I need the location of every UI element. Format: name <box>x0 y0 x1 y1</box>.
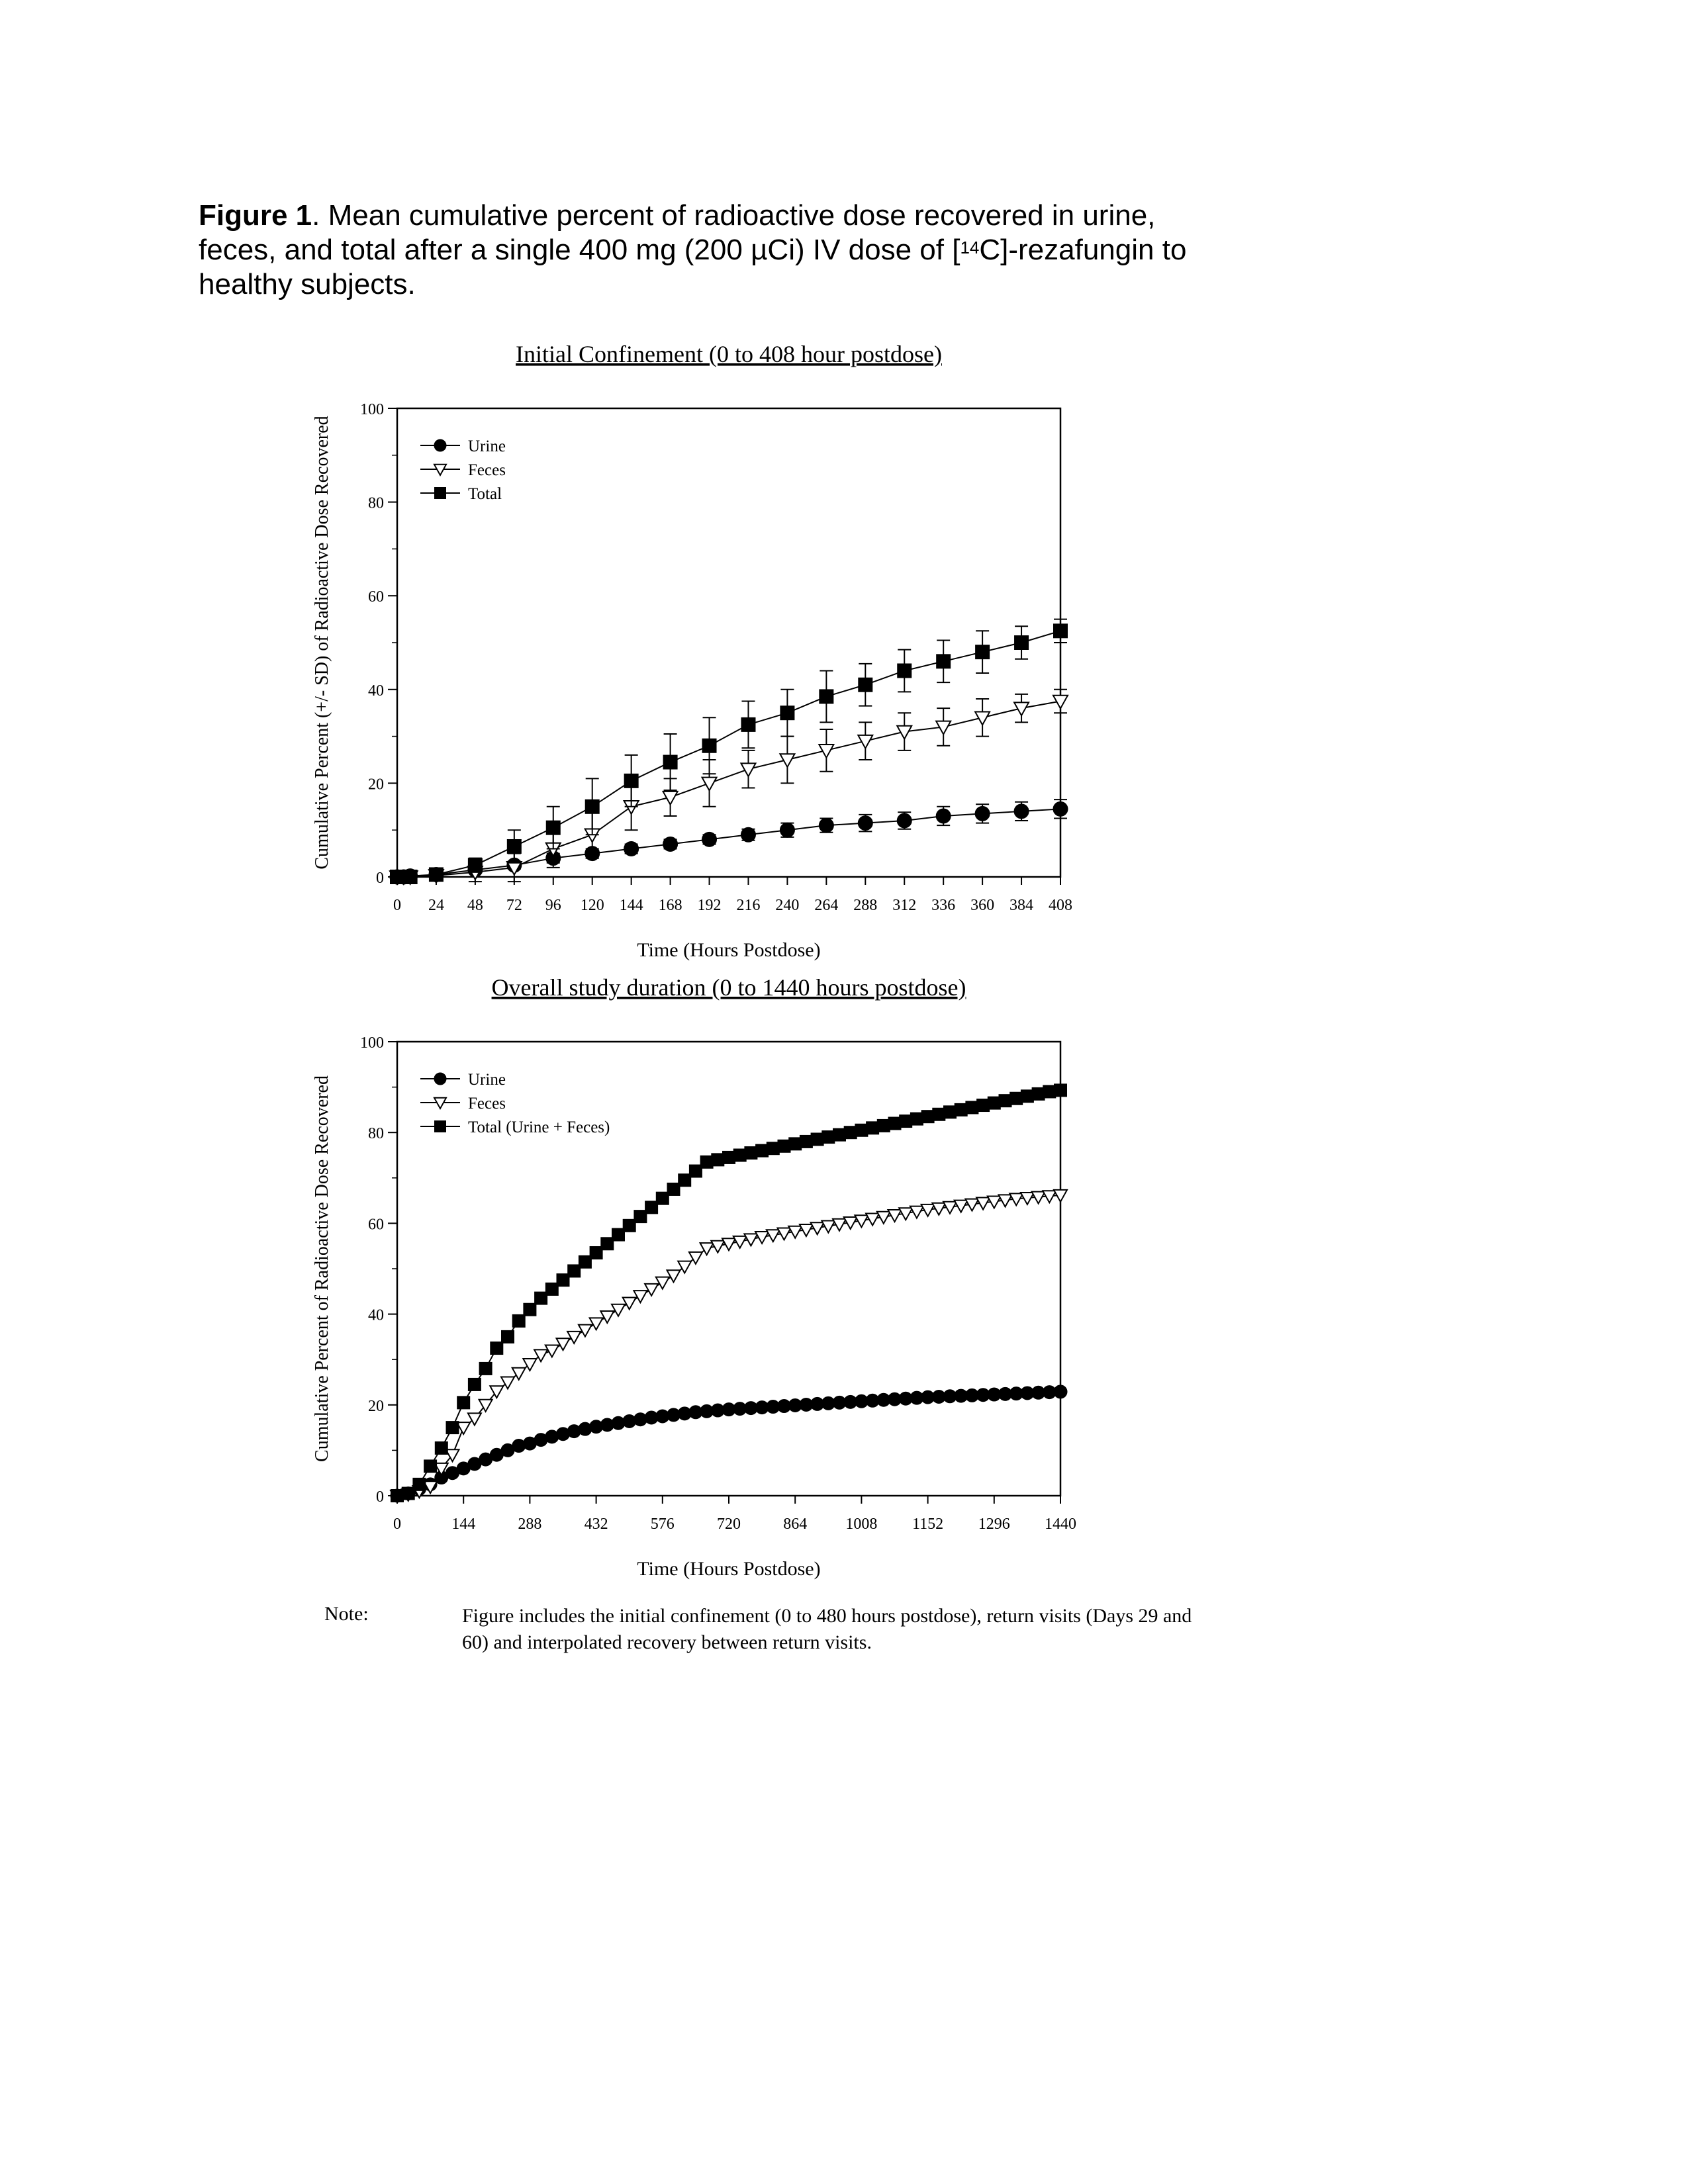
caption-text-pre: . Mean cumulative percent of radioactive dose recovered in urine, feces, and total after a single 400 mg (200 µCi) IV dose of [ <box>199 199 1156 266</box>
legend-marker <box>434 439 446 451</box>
x-tick-label: 1152 <box>912 1516 944 1533</box>
data-point <box>858 816 872 831</box>
x-tick-label: 336 <box>931 897 956 914</box>
x-tick-label: 432 <box>584 1516 608 1533</box>
data-point <box>936 809 951 823</box>
data-point <box>897 663 912 678</box>
x-tick-label: 24 <box>428 897 444 914</box>
x-tick-label: 1440 <box>1045 1516 1076 1533</box>
series-urine <box>390 799 1068 884</box>
data-point <box>429 867 444 882</box>
series-line <box>397 631 1060 877</box>
x-tick-label: 48 <box>467 897 483 914</box>
data-point <box>780 705 794 720</box>
data-point <box>975 645 990 659</box>
x-axis-label: Time (Hours Postdose) <box>637 939 821 961</box>
series-feces <box>390 690 1068 884</box>
x-tick-label: 1296 <box>978 1516 1010 1533</box>
data-point <box>702 832 717 846</box>
legend-marker <box>434 1073 446 1085</box>
x-tick-label: 312 <box>892 897 917 914</box>
data-point <box>741 763 755 776</box>
data-point <box>819 818 833 833</box>
data-point <box>858 678 872 692</box>
data-point <box>633 1291 647 1302</box>
x-tick-label: 384 <box>1009 897 1034 914</box>
data-point <box>585 799 600 814</box>
data-point <box>424 1459 437 1473</box>
note-label: Note: <box>324 1603 369 1625</box>
x-tick-label: 720 <box>717 1516 741 1533</box>
y-tick-label: 60 <box>368 588 384 606</box>
x-tick-label: 120 <box>580 897 604 914</box>
series-total <box>390 619 1068 884</box>
data-point <box>936 654 951 668</box>
series-line <box>397 702 1060 878</box>
y-tick-label: 0 <box>376 1488 384 1506</box>
legend-label: Feces <box>468 1095 506 1113</box>
x-tick-label: 72 <box>506 897 522 914</box>
data-point <box>624 774 639 788</box>
data-point <box>819 689 833 704</box>
x-tick-label: 216 <box>736 897 761 914</box>
y-tick-label: 20 <box>368 1397 384 1415</box>
data-point <box>667 1270 680 1282</box>
x-tick-label: 360 <box>970 897 995 914</box>
series-urine <box>391 1385 1067 1502</box>
y-tick-label: 60 <box>368 1216 384 1234</box>
x-tick-label: 576 <box>650 1516 675 1533</box>
x-tick-label: 96 <box>545 897 561 914</box>
chart-2 <box>312 974 1076 1580</box>
legend <box>420 437 506 503</box>
data-point <box>663 837 678 851</box>
data-point <box>479 1362 492 1375</box>
y-tick-label: 100 <box>360 1034 384 1052</box>
legend-label: Total (Urine + Feces) <box>468 1118 610 1136</box>
x-axis-label: Time (Hours Postdose) <box>637 1558 821 1580</box>
data-point <box>523 1303 536 1316</box>
data-point <box>1054 1385 1067 1398</box>
y-tick-label: 100 <box>360 401 384 418</box>
data-point <box>567 1332 581 1343</box>
data-point <box>579 1325 592 1337</box>
x-tick-label: 264 <box>814 897 839 914</box>
data-point <box>645 1284 658 1296</box>
note-text: Figure includes the initial confinement (0 to 480 hours postdose), return visits (Days 29 and 60) and interpolated recovery between return visits. <box>462 1605 1192 1653</box>
y-tick-label: 40 <box>368 682 384 700</box>
legend-marker <box>434 487 446 499</box>
data-point <box>780 823 794 837</box>
data-point <box>623 1297 636 1309</box>
data-point <box>600 1311 614 1323</box>
x-tick-label: 240 <box>775 897 800 914</box>
data-point <box>975 806 990 821</box>
data-point <box>501 1330 514 1343</box>
data-point <box>702 739 717 753</box>
chart-1 <box>312 341 1072 961</box>
data-point <box>741 827 755 842</box>
chart-title: Overall study duration (0 to 1440 hours postdose) <box>491 974 966 1001</box>
figure-label: Figure 1 <box>199 199 312 232</box>
data-point <box>612 1304 625 1316</box>
data-point <box>403 870 418 884</box>
x-tick-label: 408 <box>1049 897 1072 914</box>
data-point <box>1053 623 1068 638</box>
data-point <box>897 813 912 828</box>
data-point <box>512 1314 526 1328</box>
x-tick-label: 0 <box>393 897 401 914</box>
data-point <box>1014 635 1029 650</box>
data-point <box>507 839 522 854</box>
legend-label: Urine <box>468 437 506 455</box>
x-tick-label: 864 <box>783 1516 808 1533</box>
data-point <box>457 1396 470 1409</box>
y-tick-label: 0 <box>376 870 384 887</box>
data-point <box>1054 1083 1067 1097</box>
x-tick-label: 288 <box>853 897 878 914</box>
y-tick-label: 80 <box>368 1125 384 1143</box>
legend-marker <box>434 1120 446 1132</box>
data-point <box>435 1441 448 1455</box>
x-tick-label: 288 <box>518 1516 542 1533</box>
data-point <box>1053 801 1068 816</box>
y-axis-label: Cumulative Percent of Radioactive Dose Recovered <box>312 1075 332 1462</box>
data-point <box>624 842 639 856</box>
data-point <box>490 1342 503 1355</box>
data-point <box>468 1378 481 1391</box>
legend-label: Feces <box>468 461 506 479</box>
legend <box>420 1071 610 1136</box>
data-point <box>412 1478 426 1491</box>
y-tick-label: 80 <box>368 494 384 512</box>
data-point <box>590 1318 603 1330</box>
legend-label: Total <box>468 485 502 503</box>
x-tick-label: 1008 <box>845 1516 878 1533</box>
y-tick-label: 20 <box>368 776 384 794</box>
x-tick-label: 192 <box>697 897 722 914</box>
data-point <box>702 778 717 791</box>
data-point <box>656 1277 669 1289</box>
data-point <box>663 755 678 770</box>
data-point <box>546 821 561 835</box>
data-point <box>741 717 755 732</box>
caption-superscript: 14 <box>960 238 980 257</box>
data-point <box>1014 804 1029 819</box>
y-axis-label: Cumulative Percent (+/- SD) of Radioactive Dose Recovered <box>312 416 332 870</box>
data-point <box>468 858 483 872</box>
legend-label: Urine <box>468 1071 506 1089</box>
x-tick-label: 168 <box>658 897 682 914</box>
y-tick-label: 40 <box>368 1306 384 1324</box>
x-tick-label: 144 <box>451 1516 476 1533</box>
chart-title: Initial Confinement (0 to 408 hour postdose) <box>516 341 942 367</box>
data-point <box>446 1421 459 1434</box>
caption-text-post: C]-rezafungin to healthy subjects. <box>199 234 1187 300</box>
x-tick-label: 0 <box>393 1516 401 1533</box>
data-point <box>557 1338 570 1350</box>
series-total <box>391 1083 1067 1502</box>
series-line <box>397 809 1060 877</box>
x-tick-label: 144 <box>619 897 643 914</box>
